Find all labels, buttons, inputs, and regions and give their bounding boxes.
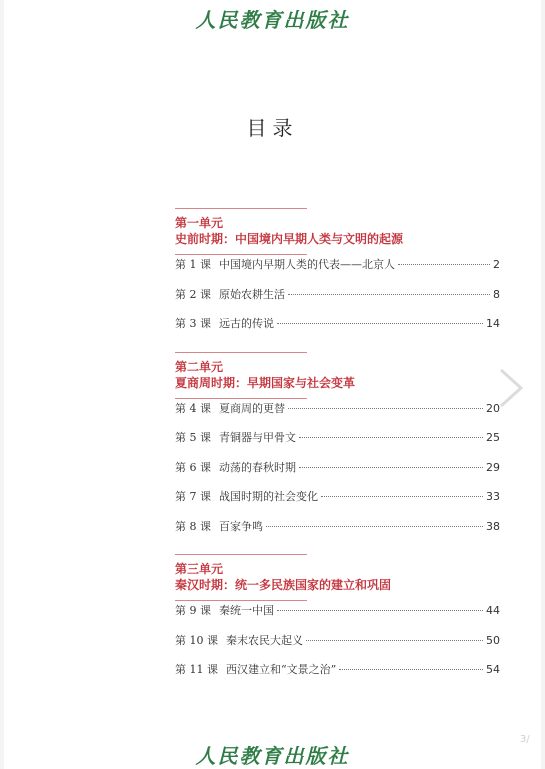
lesson-title: 战国时期的社会变化 [219,490,318,503]
lesson-page-number: 20 [486,401,500,415]
table-of-contents [175,208,500,698]
document-page [4,0,541,769]
toc-entry[interactable] [175,314,500,344]
leader-dots [398,264,490,265]
unit-divider [175,208,307,209]
lesson-number: 第 2 课 [175,287,211,301]
lesson-title: 中国境内早期人类的代表——北京人 [219,258,395,271]
lesson-title: 原始农耕生活 [219,287,285,301]
lesson-title: 夏商周的更替 [219,401,285,415]
lesson-number: 第 1 课 [175,258,211,271]
toc-entry[interactable] [175,631,500,661]
unit-name: 第一单元 [175,216,224,230]
toc-entry[interactable] [175,487,500,517]
publisher-logo-top: 人民教育出版社 [195,8,350,32]
lesson-number: 第 11 课 [175,663,218,676]
toc-entry[interactable] [175,255,500,285]
leader-dots [299,467,483,468]
toc-entry[interactable] [175,660,500,690]
toc-entry[interactable] [175,458,500,488]
lesson-title: 青铜器与甲骨文 [219,431,296,444]
lesson-number: 第 8 课 [175,519,211,533]
leader-dots [339,669,483,670]
lesson-number: 第 10 课 [175,633,218,647]
lesson-title: 西汉建立和“文景之治” [226,663,337,676]
lesson-page-number: 50 [486,633,500,647]
leader-dots [321,496,483,497]
leader-dots [299,437,483,438]
toc-entry[interactable] [175,399,500,429]
lesson-title: 动荡的春秋时期 [219,460,296,474]
leader-dots [277,323,483,324]
unit-section [175,554,500,690]
lesson-number: 第 9 课 [175,604,211,617]
lesson-page-number: 29 [486,460,500,474]
toc-entry[interactable] [175,428,500,458]
toc-entry[interactable] [175,601,500,631]
lesson-number: 第 5 课 [175,431,211,444]
unit-subtitle: 夏商周时期：早期国家与社会变革 [175,375,356,390]
lesson-title: 远古的传说 [219,317,274,330]
lesson-number: 第 6 课 [175,460,211,474]
lesson-page-number: 14 [486,317,500,330]
unit-name: 第二单元 [175,359,224,374]
unit-section [175,208,500,344]
lesson-title: 百家争鸣 [219,519,263,533]
lesson-number: 第 3 课 [175,317,211,330]
unit-section [175,352,500,547]
lesson-page-number: 44 [486,604,500,617]
unit-divider [175,554,307,555]
chevron-right-icon[interactable] [497,366,525,410]
lesson-title: 秦末农民大起义 [226,633,303,647]
unit-subtitle: 史前时期：中国境内早期人类与文明的起源 [175,232,404,246]
lesson-number: 第 7 课 [175,490,211,503]
page-indicator: 3/ [520,734,530,745]
toc-entry[interactable] [175,285,500,315]
lesson-page-number: 8 [493,287,500,301]
leader-dots [277,610,483,611]
unit-name: 第三单元 [175,562,224,576]
lesson-title: 秦统一中国 [219,604,274,617]
lesson-page-number: 2 [493,258,500,271]
leader-dots [288,408,483,409]
leader-dots [288,294,490,295]
publisher-logo-bottom: 人民教育出版社 [195,744,350,768]
unit-subtitle: 秦汉时期：统一多民族国家的建立和巩固 [175,578,392,592]
lesson-page-number: 54 [486,663,500,676]
unit-divider [175,352,307,353]
toc-entry[interactable] [175,517,500,547]
lesson-page-number: 33 [486,490,500,503]
leader-dots [306,640,483,641]
lesson-page-number: 38 [486,519,500,533]
leader-dots [266,526,483,527]
page-title: 目录 [246,116,299,140]
lesson-page-number: 25 [486,431,500,444]
lesson-number: 第 4 课 [175,401,211,415]
